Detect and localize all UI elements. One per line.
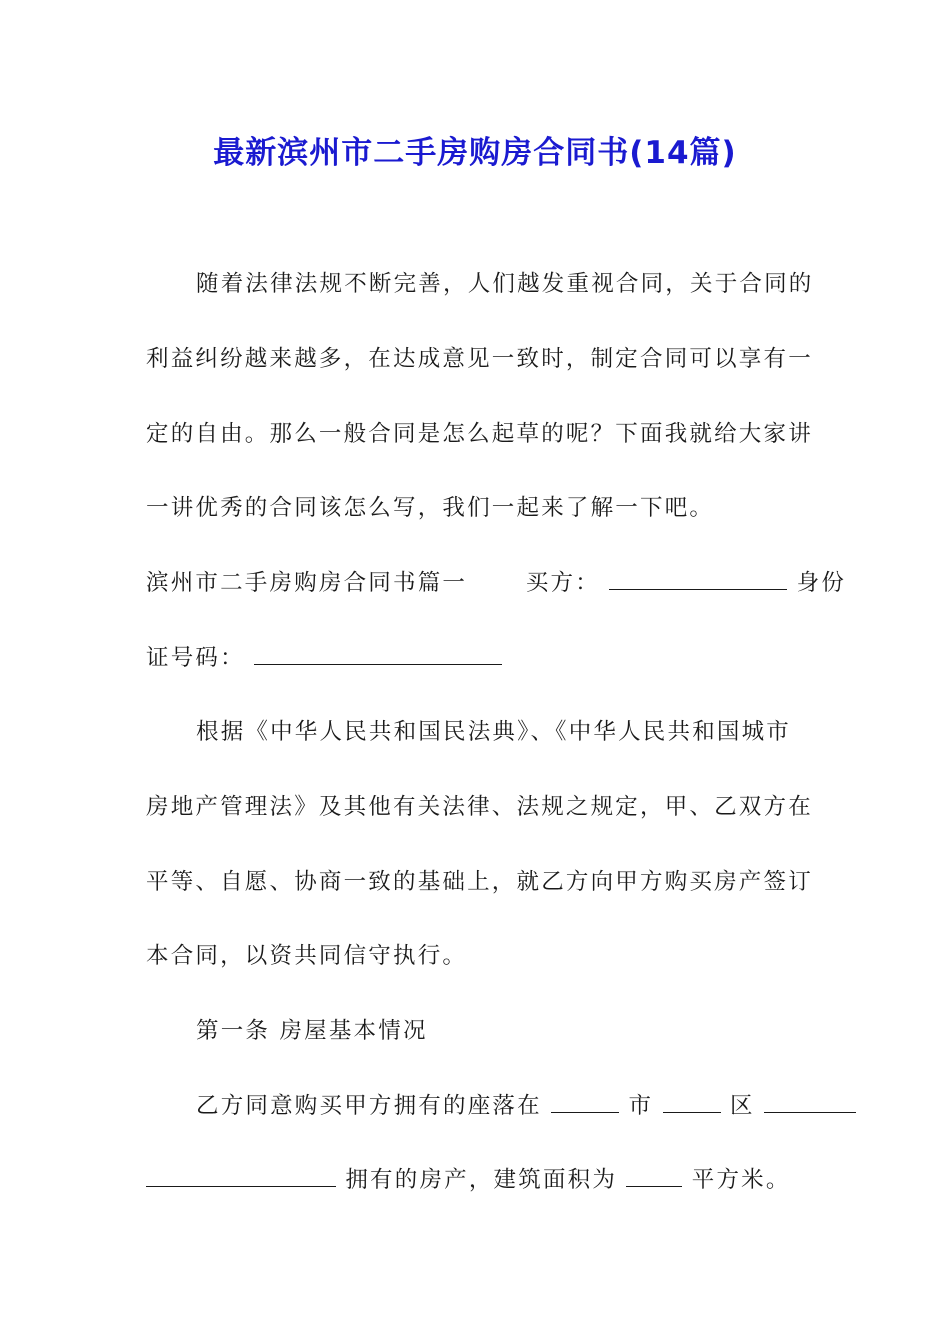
area-text: 拥有的房产，建筑面积为 <box>345 1167 618 1193</box>
intro-line-3: 定的自由。那么一般合同是怎么起草的呢？下面我就给大家讲 <box>146 421 813 447</box>
area-blank <box>626 1164 682 1187</box>
area-line <box>146 1162 791 1198</box>
district-label: 区 <box>729 1093 755 1119</box>
intro-line-1: 随着法律法规不断完善，人们越发重视合同，关于合同的 <box>196 271 814 297</box>
city-label: 市 <box>628 1093 654 1119</box>
section-heading: 滨州市二手房购房合同书篇一 <box>146 570 468 596</box>
address-blank <box>764 1090 856 1113</box>
buyer-label: 买方： <box>525 570 600 596</box>
id-label-end: 证号码： <box>146 645 245 671</box>
article-one-heading: 第一条 房屋基本情况 <box>196 1018 428 1044</box>
document-title: 最新滨州市二手房购房合同书(14篇) <box>213 135 737 171</box>
basis-line-1: 根据《中华人民共和国民法典》、《中华人民共和国城市 <box>196 719 792 745</box>
address-blank-continued <box>146 1164 336 1187</box>
id-number-line <box>146 640 502 676</box>
id-number-blank <box>254 642 502 665</box>
district-blank <box>663 1090 721 1113</box>
buyer-blank <box>609 567 787 590</box>
location-line <box>196 1088 856 1124</box>
location-text: 乙方同意购买甲方拥有的座落在 <box>196 1093 542 1119</box>
id-label-start: 身份 <box>796 570 847 596</box>
city-blank <box>551 1090 619 1113</box>
section-heading-line <box>146 565 846 601</box>
intro-line-2: 利益纠纷越来越多，在达成意见一致时，制定合同可以享有一 <box>146 346 813 372</box>
basis-line-4: 本合同，以资共同信守执行。 <box>146 943 468 969</box>
basis-line-2: 房地产管理法》及其他有关法律、法规之规定，甲、乙双方在 <box>146 794 813 820</box>
basis-line-3: 平等、自愿、协商一致的基础上，就乙方向甲方购买房产签订 <box>146 869 813 895</box>
area-unit: 平方米。 <box>691 1167 791 1193</box>
intro-line-4: 一讲优秀的合同该怎么写，我们一起来了解一下吧。 <box>146 495 715 521</box>
